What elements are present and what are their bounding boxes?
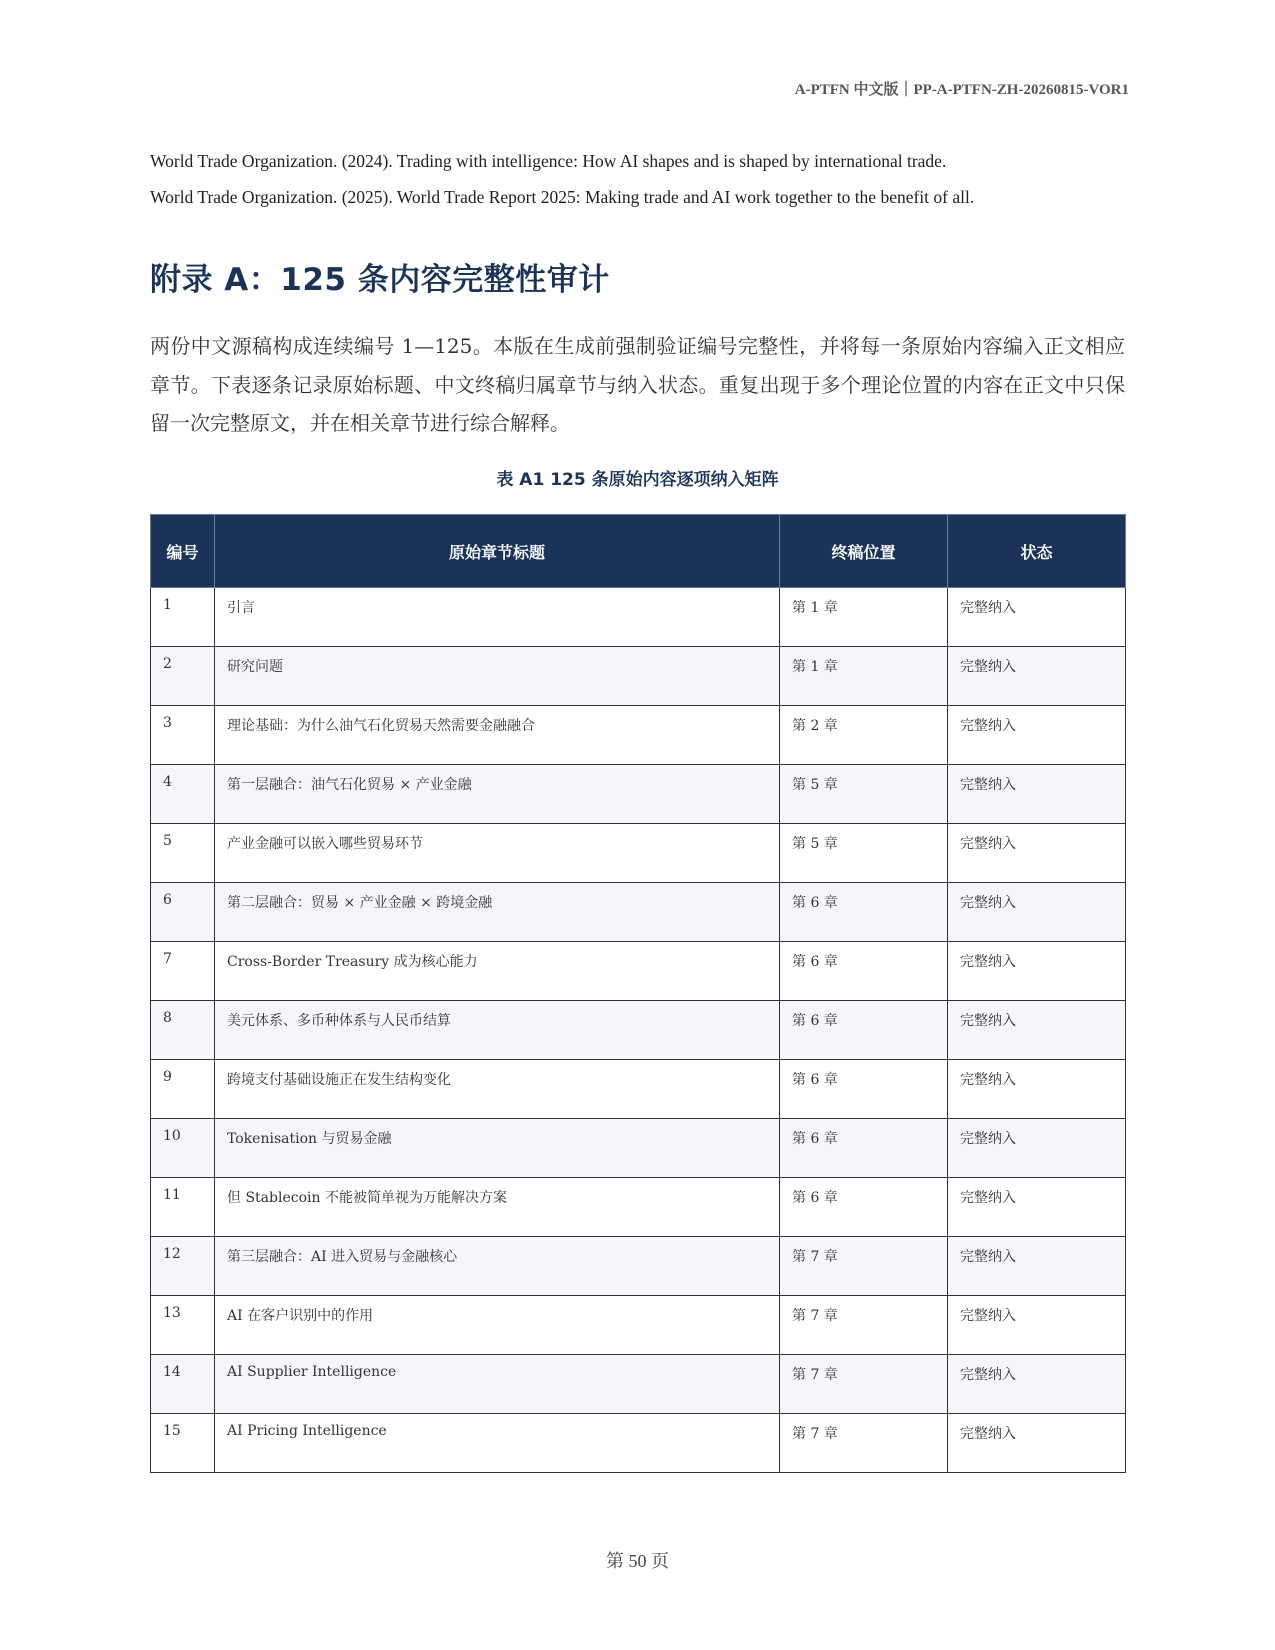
- cell-final-location: 第 7 章: [780, 1414, 948, 1473]
- cell-number: 1: [151, 588, 215, 647]
- appendix-intro-paragraph: 两份中文源稿构成连续编号 1—125。本版在生成前强制验证编号完整性，并将每一条原始内容编入正文相应章节。下表逐条记录原始标题、中文终稿归属章节与纳入状态。重复出现于多个理论位置的内容在正文中只保留一次完整原文，并在相关章节进行综合解释。: [150, 334, 1125, 435]
- cell-status: 完整纳入: [948, 1355, 1126, 1414]
- reference-item: World Trade Organization. (2025). World Trade Report 2025: Making trade and AI work together to the benefit of all.: [150, 187, 975, 207]
- cell-final-location: 第 6 章: [780, 1060, 948, 1119]
- table-row: [151, 1237, 1126, 1296]
- cell-original-title: 美元体系、多币种体系与人民币结算: [215, 1001, 780, 1060]
- cell-status: 完整纳入: [948, 824, 1126, 883]
- cell-number: 15: [151, 1414, 215, 1473]
- cell-number: 13: [151, 1296, 215, 1355]
- table-body: [151, 588, 1126, 1473]
- cell-final-location: 第 7 章: [780, 1355, 948, 1414]
- table-row: [151, 765, 1126, 824]
- cell-original-title: AI Supplier Intelligence: [215, 1355, 780, 1414]
- cell-final-location: 第 1 章: [780, 647, 948, 706]
- cell-final-location: 第 2 章: [780, 706, 948, 765]
- column-header-number: 编号: [151, 515, 215, 588]
- cell-status: 完整纳入: [948, 1119, 1126, 1178]
- cell-number: 3: [151, 706, 215, 765]
- cell-final-location: 第 5 章: [780, 824, 948, 883]
- cell-status: 完整纳入: [948, 765, 1126, 824]
- cell-number: 11: [151, 1178, 215, 1237]
- inclusion-matrix-table: [150, 514, 1126, 1473]
- cell-original-title: AI 在客户识别中的作用: [215, 1296, 780, 1355]
- cell-final-location: 第 6 章: [780, 1001, 948, 1060]
- cell-number: 10: [151, 1119, 215, 1178]
- cell-original-title: Cross-Border Treasury 成为核心能力: [215, 942, 780, 1001]
- table-row: [151, 824, 1126, 883]
- table-row: [151, 1119, 1126, 1178]
- cell-status: 完整纳入: [948, 942, 1126, 1001]
- column-header-original-title: 原始章节标题: [215, 515, 780, 588]
- table-row: [151, 1001, 1126, 1060]
- reference-item: World Trade Organization. (2024). Trading with intelligence: How AI shapes and is shaped by international trade.: [150, 151, 947, 171]
- cell-number: 9: [151, 1060, 215, 1119]
- column-header-final-location: 终稿位置: [780, 515, 948, 588]
- table-row: [151, 647, 1126, 706]
- page-header: A-PTFN 中文版｜PP-A-PTFN-ZH-20260815-VOR1: [794, 82, 1129, 98]
- cell-number: 12: [151, 1237, 215, 1296]
- cell-status: 完整纳入: [948, 1178, 1126, 1237]
- table-row: [151, 1178, 1126, 1237]
- cell-original-title: 第二层融合：贸易 × 产业金融 × 跨境金融: [215, 883, 780, 942]
- table-caption: 表 A1 125 条原始内容逐项纳入矩阵: [496, 470, 779, 490]
- cell-status: 完整纳入: [948, 1414, 1126, 1473]
- cell-original-title: 理论基础：为什么油气石化贸易天然需要金融融合: [215, 706, 780, 765]
- page-number: 第 50 页: [606, 1551, 669, 1571]
- cell-status: 完整纳入: [948, 1237, 1126, 1296]
- cell-original-title: 第一层融合：油气石化贸易 × 产业金融: [215, 765, 780, 824]
- cell-status: 完整纳入: [948, 1060, 1126, 1119]
- cell-original-title: Tokenisation 与贸易金融: [215, 1119, 780, 1178]
- table-row: [151, 1060, 1126, 1119]
- cell-status: 完整纳入: [948, 588, 1126, 647]
- cell-final-location: 第 7 章: [780, 1296, 948, 1355]
- cell-number: 4: [151, 765, 215, 824]
- cell-final-location: 第 6 章: [780, 883, 948, 942]
- cell-original-title: 跨境支付基础设施正在发生结构变化: [215, 1060, 780, 1119]
- cell-original-title: 研究问题: [215, 647, 780, 706]
- cell-final-location: 第 1 章: [780, 588, 948, 647]
- cell-number: 2: [151, 647, 215, 706]
- table-row: [151, 706, 1126, 765]
- cell-final-location: 第 6 章: [780, 1178, 948, 1237]
- table-row: [151, 942, 1126, 1001]
- cell-original-title: 引言: [215, 588, 780, 647]
- cell-number: 8: [151, 1001, 215, 1060]
- cell-final-location: 第 6 章: [780, 1119, 948, 1178]
- cell-original-title: 但 Stablecoin 不能被简单视为万能解决方案: [215, 1178, 780, 1237]
- table-row: [151, 1355, 1126, 1414]
- column-header-status: 状态: [948, 515, 1126, 588]
- cell-number: 6: [151, 883, 215, 942]
- cell-status: 完整纳入: [948, 647, 1126, 706]
- cell-number: 14: [151, 1355, 215, 1414]
- cell-status: 完整纳入: [948, 1296, 1126, 1355]
- cell-number: 7: [151, 942, 215, 1001]
- cell-original-title: 第三层融合：AI 进入贸易与金融核心: [215, 1237, 780, 1296]
- cell-status: 完整纳入: [948, 706, 1126, 765]
- reference-list: [150, 150, 1140, 222]
- cell-number: 5: [151, 824, 215, 883]
- cell-final-location: 第 6 章: [780, 942, 948, 1001]
- table-row: [151, 588, 1126, 647]
- cell-final-location: 第 7 章: [780, 1237, 948, 1296]
- cell-original-title: AI Pricing Intelligence: [215, 1414, 780, 1473]
- table-header-row: [151, 515, 1126, 588]
- cell-final-location: 第 5 章: [780, 765, 948, 824]
- cell-status: 完整纳入: [948, 1001, 1126, 1060]
- table-row: [151, 1296, 1126, 1355]
- cell-original-title: 产业金融可以嵌入哪些贸易环节: [215, 824, 780, 883]
- table-row: [151, 1414, 1126, 1473]
- appendix-title: 附录 A：125 条内容完整性审计: [150, 262, 610, 298]
- cell-status: 完整纳入: [948, 883, 1126, 942]
- table-row: [151, 883, 1126, 942]
